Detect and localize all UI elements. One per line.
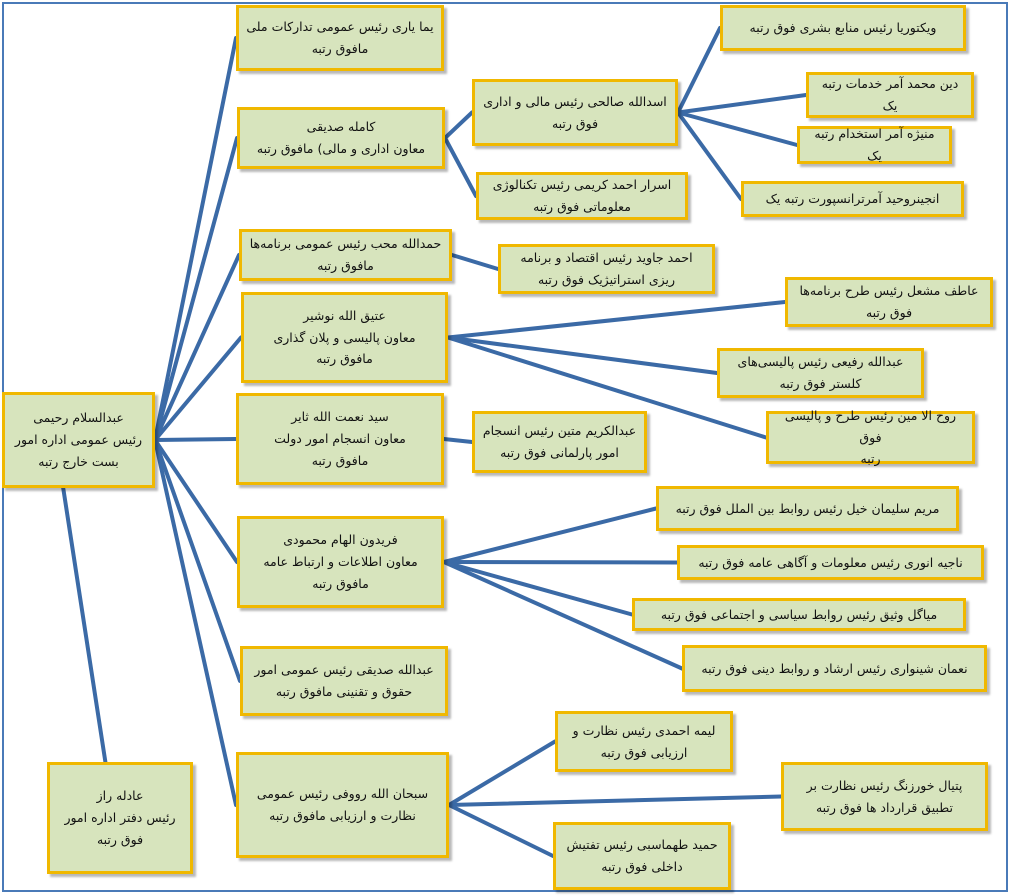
connector-line [445,113,472,139]
node-label: عبدالله رفیعی رئیس پالیسی‌های کلستر فوق رتبه [737,354,904,391]
connector-line [155,38,236,440]
node-policy-deputy [241,292,448,383]
node-label: ویکتوریا رئیس منابع بشری فوق رتبه [749,20,937,36]
node-label: حمید طهماسبی رئیس تفتیش داخلی فوق رتبه [566,837,718,874]
node-label: عادله راز رئیس دفتر اداره امور فوق رتبه [64,788,176,847]
node-label: منیژه آمر استخدام رتبه یک [814,126,935,163]
node-political-social-head [632,598,966,631]
node-director-general [2,392,155,488]
node-parliamentary-head [472,411,647,473]
node-evaluation-head [555,711,733,772]
node-label: سید نعمت الله ثایر معاون انسجام امور دولت مافوق رتبه [274,409,406,468]
node-info-deputy [237,516,444,608]
node-admin-finance-deputy [237,107,445,169]
node-services-head [806,72,974,118]
node-label: عبدالکریم متین رئیس انسجام امور پارلمانی فوق رتبه [482,423,637,460]
node-label: حمدالله محب رئیس عمومی برنامه‌ها مافوق رتبه [249,236,442,273]
node-label: نعمان شینواری رئیس ارشاد و روابط دینی فوق رتبه [701,660,968,676]
node-label: سبحان الله رووفی رئیس عمومی نظارت و ارزیابی مافوق رتبه [256,786,429,823]
node-label: پتیال خورزنگ رئیس نظارت بر تطبیق قرارداد ها فوق رتبه [806,777,963,815]
node-label: عتیق الله نوشیر معاون پالیسی و پلان گذاری مافوق رتبه [273,307,416,367]
connector-line [678,95,806,113]
node-recruitment-head [797,126,952,164]
node-label: احمد جاوید رئیس اقتصاد و برنامه ریزی استراتیژیک فوق رتبه [520,250,693,287]
connector-line [449,797,781,806]
connector-line [444,439,472,442]
connector-line [63,488,105,762]
node-public-awareness-head [677,545,984,580]
node-it-head [476,172,688,220]
node-coordination-deputy [236,393,444,485]
node-label: کامله صدیقی معاون اداری و مالی) مافوق رتبه [256,119,426,156]
connector-line [155,439,236,440]
node-label: دین محمد آمر خدمات رتبه یک [821,76,959,113]
node-label: عبدالله صدیقی رئیس عمومی امور حقوق و تقنینی مافوق رتبه [254,662,434,699]
node-label: روح الا مین رئیس طرح و پالیسی فوق رتبه [784,407,957,467]
connector-line [678,28,720,113]
connector-line [448,338,717,374]
node-label: انجینروحید آمرترانسپورت رتبه یک [765,191,940,207]
connector-line [444,562,632,615]
node-label: لیمه احمدی رئیس نظارت و ارزیابی فوق رتبه [572,722,716,760]
node-contracts-monitoring-head [781,762,988,831]
node-label: اسدالله صالحی رئیس مالی و اداری فوق رتبه [483,93,667,131]
node-label: یما یاری رئیس عمومی تدارکات ملی مافوق رتبه [246,19,434,56]
node-intl-relations-head [656,486,959,531]
node-economy-planning-head [498,244,715,294]
node-internal-audit-head [553,822,731,890]
node-label: مریم سلیمان خیل رئیس روابط بین الملل فوق رتبه [675,500,940,516]
node-label: عاطف مشعل رئیس طرح برنامه‌ها فوق رتبه [799,283,979,320]
connector-line [449,742,555,806]
node-procurement-head [236,5,444,71]
node-label: میاگل وثیق رئیس روابط سیاسی و اجتماعی فوق رتبه [660,606,938,622]
connector-line [444,562,677,563]
node-label: اسرار احمد کریمی رئیس تکنالوژی معلوماتی فوق رتبه [492,177,672,214]
node-office-head [47,762,193,874]
connector-line [155,440,236,805]
connector-line [155,440,240,681]
connector-line [448,302,785,338]
node-design-policy-head [766,407,975,467]
node-legal-head [240,646,448,716]
node-transport-head [741,181,964,217]
node-label: ناجیه انوری رئیس معلومات و آگاهی عامه فوق رتبه [698,554,963,570]
node-finance-admin-head [472,79,678,146]
connector-line [452,255,498,269]
connector-line [445,138,476,196]
node-monitoring-head [236,752,449,858]
node-hr-head [720,5,966,51]
node-religious-relations-head [682,645,987,692]
node-cluster-policy-head [717,348,924,398]
node-program-design-head [785,277,993,327]
node-label: عبدالسلام رحیمی رئیس عمومی اداره امور بست خارج رتبه [14,410,143,469]
connector-line [444,509,656,563]
node-label: فریدون الهام محمودی معاون اطلاعات و ارتباط عامه مافوق رتبه [263,532,418,591]
connector-line [449,805,553,856]
node-programs-head [239,229,452,281]
